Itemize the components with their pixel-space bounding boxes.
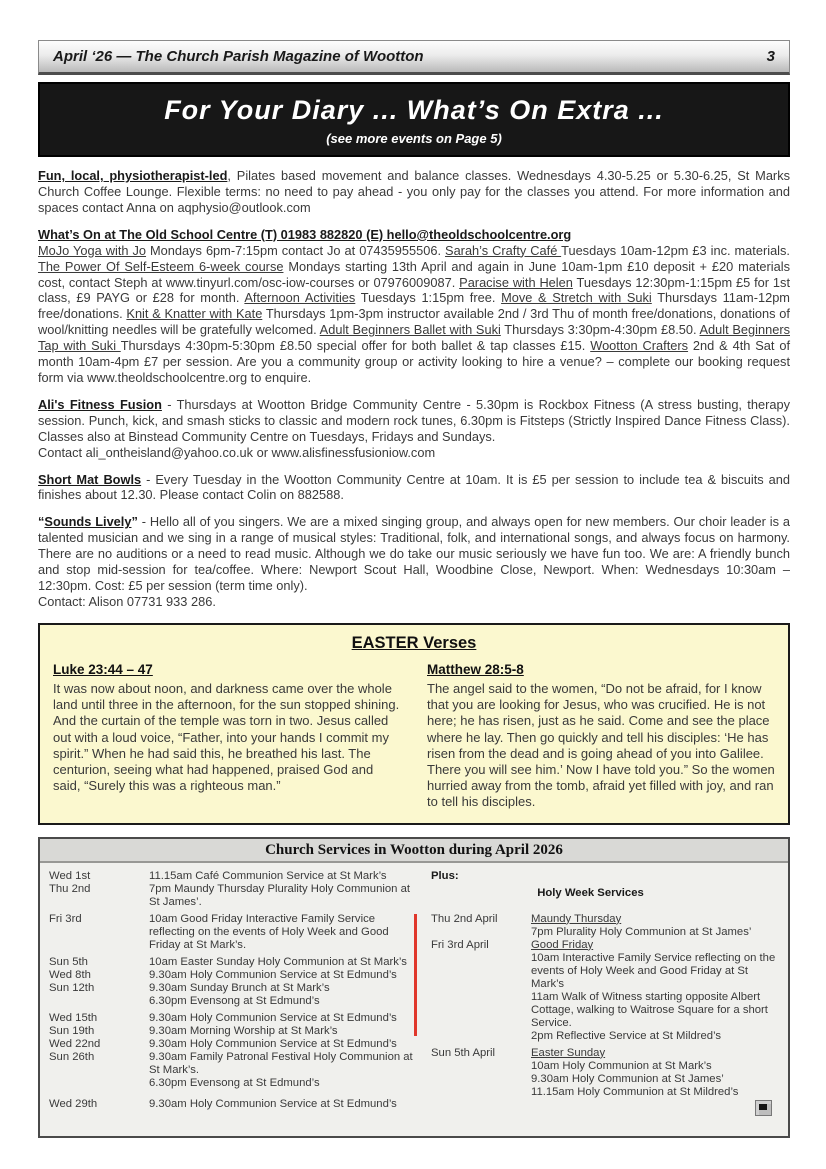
- service-line: 6.30pm Evensong at St Edmund’s: [149, 994, 320, 1007]
- easter-luke-column: [53, 662, 401, 811]
- service-row: [49, 1051, 423, 1090]
- service-date: Sun 19th: [49, 1024, 95, 1037]
- service-line: 9.30am Holy Communion Service at St Edmund’s: [149, 968, 397, 981]
- text-segment: Wootton Crafters: [590, 338, 689, 354]
- text-segment: Tuesdays 12:30pm-1:15pm £5 for 1st class, £9 PAYG or £28 for month.: [38, 274, 790, 306]
- service-row: [49, 1098, 423, 1111]
- services-left-column: [49, 870, 423, 1111]
- service-row: [49, 969, 423, 982]
- fitness-fusion-paragraph: [38, 397, 790, 461]
- service-date: Sun 5th: [49, 955, 88, 968]
- text-segment: Sounds Lively: [44, 514, 132, 530]
- service-date: Wed 22nd: [49, 1037, 101, 1050]
- service-line: 11.15am Café Communion Service at St Mark’s: [149, 869, 387, 882]
- service-row: [431, 939, 780, 1043]
- text-segment: The Power Of Self-Esteem 6-week course: [38, 258, 284, 274]
- service-date: Thu 2nd: [49, 882, 91, 895]
- text-segment: - Hello all of you singers. We are a mixed singing group, and always open for new members. Our choir leader is a talented musician and we sing in a range of musical styles: Traditional, folk, and international songs, and always focus on harmony. There are no auditions or a need to read music. Although we do take our music seriously we have fun too. We are: A friendly bunch and stop mid-session for tea/coffee. Where: Newport Scout Hall, Woodbine Close, Newport. When: Wednesdays 10:30am – 12:30pm. Cost: £5 per session (term time only).: [38, 514, 790, 593]
- text-segment: Thursdays 3:30pm-4:30pm £8.50.: [500, 322, 700, 338]
- text-segment: Sarah’s Crafty Café: [445, 242, 562, 258]
- text-segment: - Every Tuesday in the Wootton Community Centre at 10am. It is £5 per session to include tea & biscuits and finishes about 12.30. Please contact Colin on 882588.: [38, 471, 791, 503]
- easter-verses-title: [53, 634, 775, 653]
- holy-week-rows: [431, 913, 780, 1099]
- banner-title: For Your Diary ... What’s On Extra ...: [164, 95, 664, 125]
- text-segment: Thursdays 11am-12pm free/donations.: [38, 290, 790, 322]
- stamp-icon: [756, 1101, 771, 1115]
- service-description: [149, 1025, 423, 1038]
- text-segment: MoJo Yoga with Jo: [38, 242, 147, 258]
- service-line: 11am Walk of Witness starting opposite Albert Cottage, walking to Waitrose Square for a short Service.: [531, 990, 768, 1029]
- old-school-section: [38, 227, 790, 386]
- service-line: 10am Good Friday Interactive Family Service reflecting on the events of Holy Week and Good Friday at St Mark’s.: [149, 912, 389, 951]
- service-date: Wed 8th: [49, 968, 91, 981]
- service-row: [49, 1012, 423, 1025]
- matthew-verse-text: The angel said to the women, “Do not be afraid, for I know that you are looking for Jesus, who was crucified. He is not here; he has risen, just as he said. Come and see the place where he lay. Then go quickly and tell his disciples: ‘He has risen from the dead and is going ahead of you into Galilee. There you will see him.’ Now I have told you.” So the women hurried away from the tomb, afraid yet filled with joy, and ran to tell his disciples.: [427, 680, 775, 810]
- matthew-reference: Matthew 28:5-8: [427, 661, 524, 677]
- service-date: Fri 3rd: [49, 912, 82, 925]
- easter-verses-title-text: EASTER Verses: [351, 633, 477, 652]
- easter-matthew-column: [427, 662, 775, 811]
- fitness-fusion-contact: Contact ali_ontheisland@yahoo.co.uk or www.alisfinessfusioniow.com: [38, 444, 436, 460]
- text-segment: Fun, local, physiotherapist-led: [38, 168, 228, 183]
- service-date: Fri 3rd April: [431, 938, 489, 951]
- sounds-lively-contact: Contact: Alison 07731 933 286.: [38, 593, 216, 609]
- service-row: [49, 913, 423, 952]
- service-line: 7pm Maundy Thursday Plurality Holy Communion at St James’.: [149, 882, 410, 908]
- text-segment: “: [38, 514, 45, 530]
- service-row: [49, 883, 423, 909]
- service-line: 9.30am Holy Communion at St James’: [531, 1072, 724, 1085]
- pilates-paragraph: [38, 168, 790, 216]
- service-description: [149, 870, 423, 883]
- service-line: 7pm Plurality Holy Communion at St James’: [531, 925, 752, 938]
- service-description: [149, 913, 423, 952]
- service-row: [431, 1047, 780, 1099]
- banner-subtitle: (see more events on Page 5): [326, 131, 502, 146]
- diary-banner: [38, 82, 790, 157]
- text-segment: 2nd & 4th Sat of month 10am-4pm £7 per session. Are you a community group or activity looking to hire a venue? – complete our booking request form via www.theoldschoolcentre.org to enquire.: [38, 338, 791, 385]
- service-line: 6.30pm Evensong at St Edmund’s: [149, 1076, 320, 1089]
- text-segment: Paracise with Helen: [459, 274, 573, 290]
- text-segment: Tuesdays 10am-12pm £3 inc. materials.: [561, 242, 790, 258]
- text-segment: Mondays 6pm-7:15pm contact Jo at 07435955506.: [146, 242, 446, 258]
- text-segment: Tuesdays 1:15pm free.: [355, 290, 502, 306]
- service-date: Sun 12th: [49, 981, 95, 994]
- service-description: [149, 969, 423, 982]
- service-line: 10am Holy Communion at St Mark’s: [531, 1059, 712, 1072]
- old-school-heading: What’s On at The Old School Centre (T) 01983 882820 (E) hello@theoldschoolcentre.org: [38, 226, 572, 242]
- text-segment: Mondays starting 13th April and again in June 10am-1pm £10 deposit + £20 materials cost, contact Steph at www.tinyurl.com/osc-iow-courses or 07976009087.: [38, 258, 791, 290]
- luke-verse-text: It was now about noon, and darkness came over the whole land until three in the afternoon, for the sun stopped shining. And the curtain of the temple was torn in two. Jesus called out with a loud voice, “Father, into your hands I commit my spirit.” When he had said this, he breathed his last. The centurion, seeing what had happened, praised God and said, “Surely this was a righteous man.”: [53, 680, 400, 794]
- text-segment: Adult Beginners Tap with Suki: [38, 322, 790, 354]
- service-date: Wed 1st: [49, 869, 91, 882]
- service-description: [149, 956, 423, 969]
- header-title: April ‘26 — The Church Parish Magazine of Wootton: [53, 48, 424, 65]
- service-row: [49, 956, 423, 969]
- luke-reference: Luke 23:44 – 47: [53, 661, 153, 677]
- service-description: [149, 982, 423, 1008]
- sounds-lively-text: [38, 514, 790, 593]
- text-segment: Thursdays 1pm-3pm instructor available 2nd / 3rd Thu of month free/donations, donations of wool/knitting needles will be gratefully welcomed.: [38, 306, 790, 338]
- service-line: Good Friday: [531, 938, 594, 951]
- plus-label: Plus:: [431, 869, 459, 882]
- service-description: [531, 939, 780, 1043]
- service-line: Easter Sunday: [531, 1046, 606, 1059]
- service-line: 9.30am Holy Communion Service at St Edmund’s: [149, 1011, 397, 1024]
- row-spacer: [49, 1090, 423, 1098]
- service-description: [149, 1051, 423, 1090]
- service-row: [49, 1025, 423, 1038]
- easter-verses-box: [38, 623, 790, 825]
- fitness-fusion-text: [38, 397, 790, 444]
- service-description: [149, 1012, 423, 1025]
- holy-week-services-heading: Holy Week Services: [537, 886, 644, 899]
- text-segment: Thursdays 4:30pm-5:30pm £8.50 special offer for both ballet & tap classes £15.: [120, 338, 591, 354]
- services-table-title: Church Services in Wootton during April 2026: [40, 839, 788, 863]
- service-line: 9.30am Morning Worship at St Mark’s: [149, 1024, 338, 1037]
- page-number: 3: [766, 48, 775, 65]
- service-description: [531, 1047, 780, 1099]
- service-line: 9.30am Family Patronal Festival Holy Communion at St Mark’s.: [149, 1050, 413, 1076]
- text-segment: Adult Beginners Ballet with Suki: [319, 322, 501, 338]
- service-row: [49, 870, 423, 883]
- text-segment: Knit & Knatter with Kate: [126, 306, 263, 322]
- red-highlight-line: [414, 914, 417, 1036]
- text-segment: , Pilates based movement and balance classes. Wednesdays 4.30-5.25 or 5.30-6.25, St Marks Church Coffee Lounge. Flexible terms: no need to pay ahead - you only pay for the classes you attend. For more information and spaces contact Anna on aqphysio@outlook.com: [38, 168, 790, 215]
- text-segment: Ali's Fitness Fusion: [38, 396, 162, 412]
- text-segment: - Thursdays at Wootton Bridge Community Centre - 5.30pm is Rockbox Fitness (A stress busting, therapy session. Punch, kick, and smash sticks to classic and modern rock tunes, 6.30pm is Fitsteps (Strictly Inspired Dance Fitness Class). Classes also at Binstead Community Centre on Tuesdays, Fridays and Sundays.: [38, 396, 790, 444]
- services-right-column: [423, 870, 780, 1111]
- service-line: 11.15am Holy Communion at St Mildred’s: [531, 1085, 739, 1098]
- text-segment: Afternoon Activities: [244, 290, 356, 306]
- service-line: 9.30am Sunday Brunch at St Mark’s: [149, 981, 330, 994]
- service-date: Sun 5th April: [431, 1046, 496, 1059]
- church-services-table: [38, 837, 790, 1138]
- service-date: Wed 29th: [49, 1097, 98, 1110]
- service-date: Thu 2nd April: [431, 912, 498, 925]
- short-mat-bowls-paragraph: [38, 472, 790, 504]
- service-line: 10am Easter Sunday Holy Communion at St Mark’s: [149, 955, 407, 968]
- service-row: [49, 1038, 423, 1051]
- old-school-paragraph: [38, 243, 790, 386]
- service-date: Sun 26th: [49, 1050, 95, 1063]
- sounds-lively-paragraph: [38, 514, 790, 609]
- service-date: Wed 15th: [49, 1011, 98, 1024]
- service-description: [149, 883, 423, 909]
- service-row: [49, 982, 423, 1008]
- service-line: 9.30am Holy Communion Service at St Edmund’s: [149, 1037, 397, 1050]
- service-line: 9.30am Holy Communion Service at St Edmund’s: [149, 1097, 397, 1110]
- text-segment: Short Mat Bowls: [38, 471, 142, 487]
- service-description: [531, 913, 780, 939]
- service-line: 2pm Reflective Service at St Mildred’s: [531, 1029, 722, 1042]
- text-segment: Move & Stretch with Suki: [501, 290, 652, 306]
- service-description: [149, 1038, 423, 1051]
- service-line: 10am Interactive Family Service reflecting on the events of Holy Week and Good Friday at St Mark’s: [531, 951, 776, 990]
- text-segment: ”: [131, 514, 138, 530]
- service-description: [149, 1098, 423, 1111]
- service-line: Maundy Thursday: [531, 912, 622, 925]
- page-header: [38, 40, 790, 75]
- service-row: [431, 913, 780, 939]
